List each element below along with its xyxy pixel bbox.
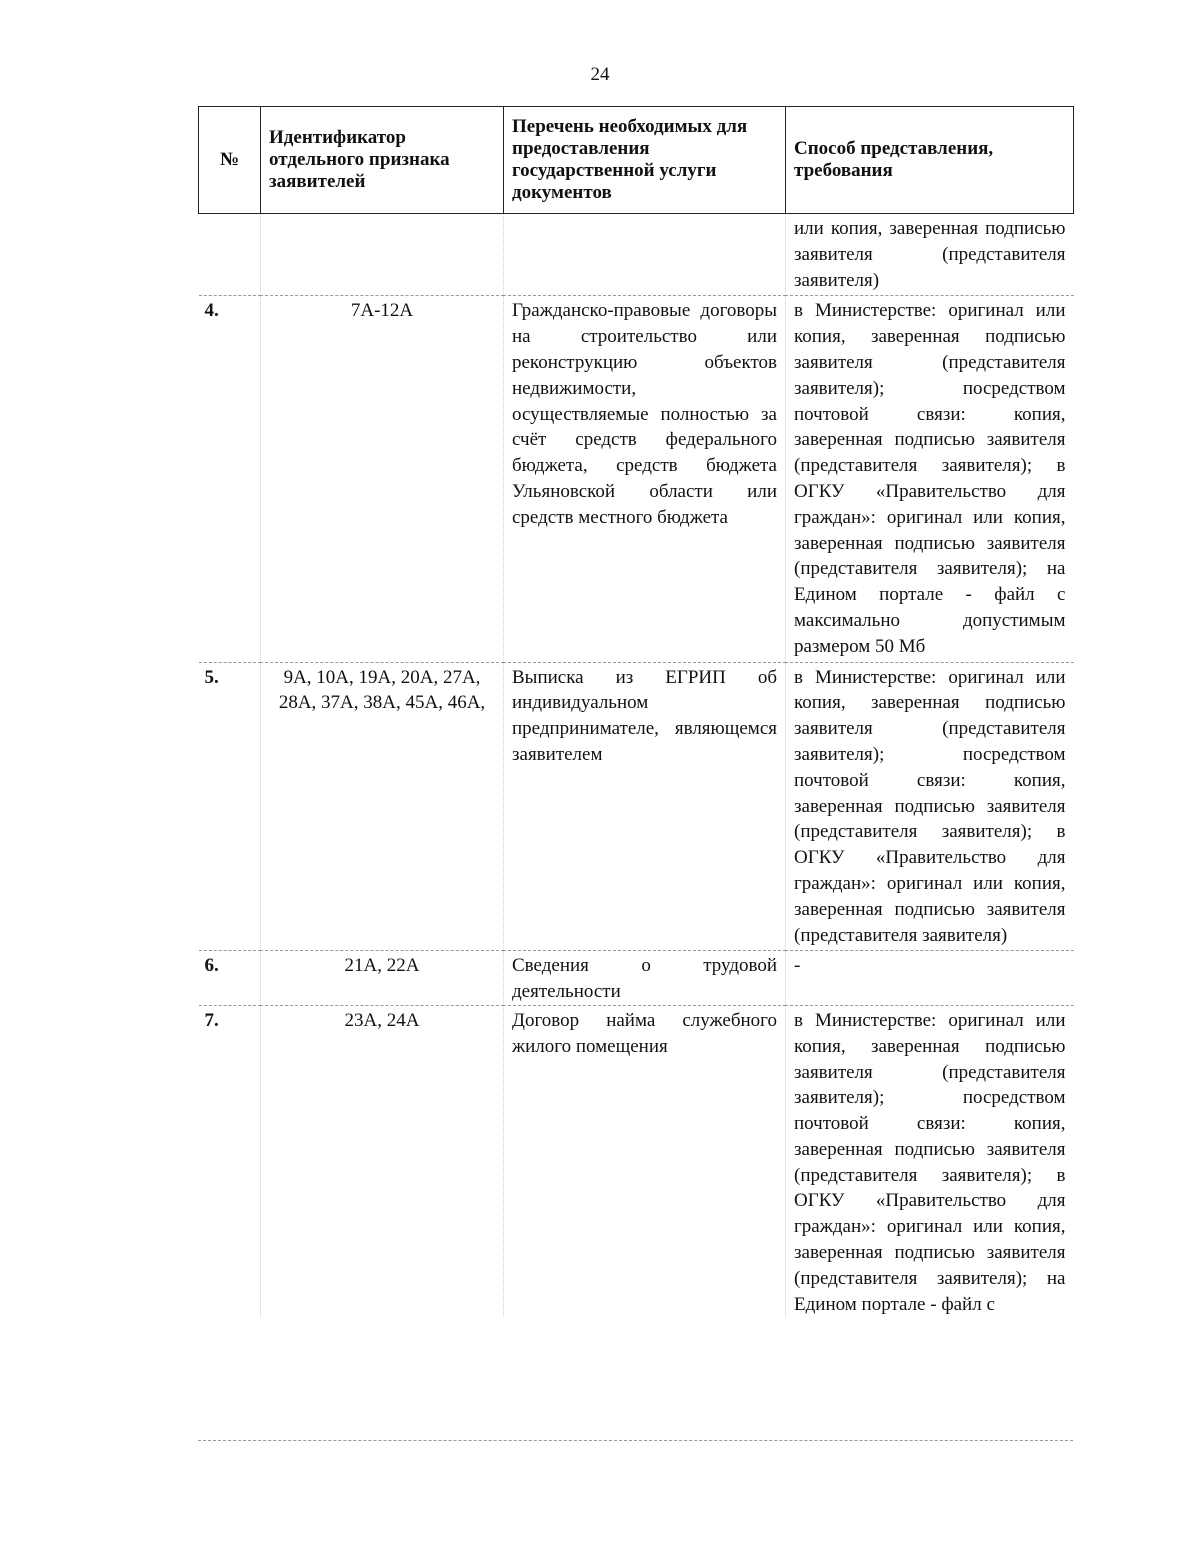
row-identifiers: 9А, 10А, 19А, 20А, 27А, 28А, 37А, 38А, 45А, 46А, (261, 662, 504, 951)
row-document: Сведения о трудовой деятельности (504, 951, 786, 1006)
table-row (199, 951, 1074, 1006)
continuation-document-cell (504, 214, 786, 296)
row-number: 6. (204, 955, 219, 977)
row-number: 7. (204, 1009, 219, 1031)
continuation-ids-cell (261, 214, 504, 296)
header-number: № (199, 107, 261, 214)
table-row (199, 662, 1074, 951)
continuation-num-cell (199, 214, 261, 296)
table-row (199, 296, 1074, 662)
row-number: 4. (204, 300, 219, 322)
row-document: Выписка из ЕГРИП об индивидуальном предпринимателе, являющемся заявителем (504, 662, 786, 951)
row-identifiers: 21А, 22А (261, 951, 504, 1006)
header-identifier: Идентификатор отдельного признака заявителей (261, 107, 504, 214)
row-method: в Министерстве: оригинал или копия, заверенная подписью заявителя (представителя заявителя); посредством почтовой связи: копия, заверенная подписью заявителя (представителя заявителя); в ОГКУ «Правительство для граждан»: оригинал или копия, заверенная подписью заявителя (представителя заявителя); на Едином портале - файл с максимально допустимым размером 50 Мб (786, 296, 1074, 662)
row-method: - (786, 951, 1074, 1006)
row-method: в Министерстве: оригинал или копия, заверенная подписью заявителя (представителя заявителя); посредством почтовой связи: копия, заверенная подписью заявителя (представителя заявителя); в ОГКУ «Правительство для граждан»: оригинал или копия, заверенная подписью заявителя (представителя заявителя); на Едином портале - файл с (786, 1005, 1074, 1317)
table-row-continuation (199, 214, 1074, 296)
row-identifiers: 7А-12А (261, 296, 504, 662)
row-identifiers: 23А, 24А (261, 1005, 504, 1317)
continuation-method-cell: или копия, заверенная подписью заявителя (представителя заявителя) (786, 214, 1074, 296)
row-number: 5. (204, 666, 219, 688)
row-method: в Министерстве: оригинал или копия, заверенная подписью заявителя (представителя заявителя); посредством почтовой связи: копия, заверенная подписью заявителя (представителя заявителя); в ОГКУ «Правительство для граждан»: оригинал или копия, заверенная подписью заявителя (представителя заявителя) (786, 662, 1074, 951)
table-header-row (199, 107, 1074, 214)
table-row (199, 1005, 1074, 1317)
header-documents: Перечень необходимых для предоставления государственной услуги документов (504, 107, 786, 214)
row-document: Гражданско-правовые договоры на строительство или реконструкцию объектов недвижимости, осуществляемые полностью за счёт средств федерального бюджета, средств бюджета Ульяновской области или средств местного бюджета (504, 296, 786, 662)
table-bottom-rule (198, 1440, 1073, 1441)
documents-table (198, 106, 1074, 1317)
header-method: Способ представления, требования (786, 107, 1074, 214)
page-number: 24 (590, 64, 610, 85)
row-document: Договор найма служебного жилого помещения (504, 1005, 786, 1317)
